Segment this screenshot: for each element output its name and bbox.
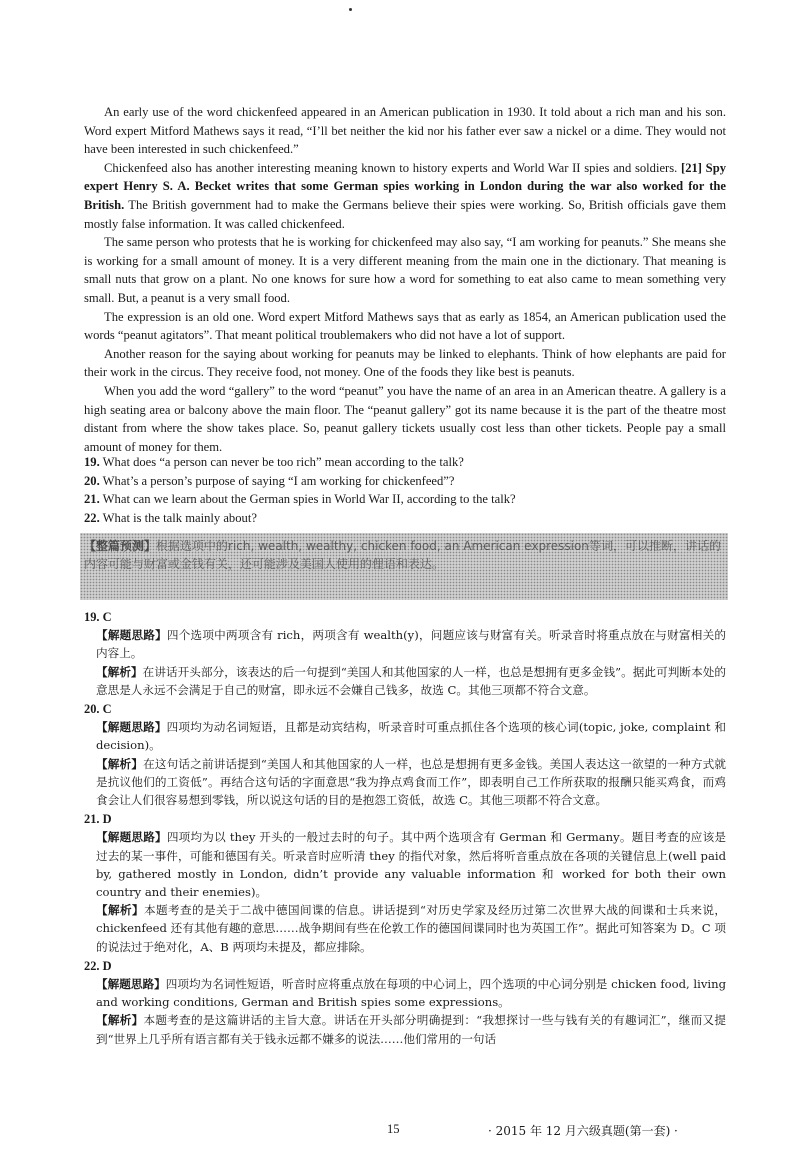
answer-text: 在这句话之前讲话提到“美国人和其他国家的人一样，也总是想拥有更多金钱。美国人表达这一欲望的一种方式就是抗议他们的工资低”。再结合这句话的字面意思“我为挣点鸡食而工作”，即表明自己工作所获取的报酬只能买鸡食，而鸡食会让人们很容易想到零钱，所以说这句话的目的是抱怨工资低，故选 C。其他三项都不符合文意。: [96, 756, 726, 808]
answer-text: 本题考查的是这篇讲话的主旨大意。讲话在开头部分明确提到：“我想探讨一些与钱有关的有趣词汇”，继而又提到“世界上几乎所有语言都有关于钱永远都不嫌多的说法……他们常用的一句话: [96, 1013, 726, 1046]
answer-section: [84, 700, 726, 809]
answer-tag: 【解题思路】: [96, 977, 166, 992]
overview-title: 【整篇预测】: [84, 539, 157, 553]
question-item: [84, 453, 726, 472]
answer-explanations: [84, 607, 726, 1048]
answer-tag: 【解题思路】: [96, 830, 167, 845]
question-item: [84, 509, 726, 528]
answer-section: [84, 608, 726, 699]
question-text: What’s a person’s purpose of saying “I am working for chickenfeed”?: [102, 473, 455, 488]
answer-tag: 【解题思路】: [96, 628, 167, 643]
answer-heading: 22. D: [84, 958, 112, 973]
answer-text: 在讲话开头部分，该表达的后一句提到“美国人和其他国家的人一样，也总是想拥有更多金钱”。据此可判断本处的意思是人永远不会满足于自己的财富，即永远不会嫌自己钱多，故选 C。其他三项都不符合文意。: [96, 664, 726, 697]
answer-paragraph: [96, 975, 726, 1011]
answer-paragraph: [96, 663, 726, 699]
question-item: [84, 490, 726, 509]
answer-body: [84, 626, 726, 699]
answer-paragraph: [96, 1011, 726, 1047]
overview-content: [84, 537, 724, 596]
answer-heading: 19. C: [84, 610, 112, 624]
question-number: 22.: [84, 510, 100, 525]
question-list: [84, 453, 726, 527]
question-item: [84, 472, 726, 491]
answer-text: 四项均为以 they 开头的一般过去时的句子。其中两个选项含有 German 和 Germany。题目考查的应该是过去的某一事件，可能和德国有关。听录音时应听清 they 的指代对象，然后将听音重点放在各项的关键信息上(well paid by, gathered mostly in London, didn’t provide any valuable information 和 worked for both their own country and their enemies)。: [96, 830, 726, 900]
question-number: 21.: [84, 492, 100, 507]
answer-body: [84, 718, 726, 809]
answer-text: 本题考查的是关于二战中德国间谍的信息。讲话提到“对历史学家及经历过第二次世界大战的间谍和士兵来说，chickenfeed 还有其他有趣的意思……战争期间有些在伦敦工作的德国间谍同时也为英国工作”。据此可知答案为 D。C 项的说法过于绝对化，A、B 两项均未提及，都应排除。: [96, 903, 726, 954]
question-marker: [21]: [681, 160, 702, 175]
paragraph-text: The British government had to make the Germans believe their spies were working. So, British officials gave them mostly false information. It was called chickenfeed.: [84, 197, 726, 231]
answer-section: [84, 957, 726, 1048]
passage-paragraph: Another reason for the saying about working for peanuts may be linked to elephants. Think of how elephants are paid for their work in the circus. They receive food, not money. One of the foods they like best is peanuts.: [84, 346, 726, 380]
passage-paragraph: The expression is an old one. Word expert Mitford Mathews says that as early as 1854, an American publication used the words “peanut agitators”. That meant political troublemakers who did not have a lot of support.: [84, 309, 726, 343]
answer-tag: 【解题思路】: [96, 720, 167, 735]
question-number: 19.: [84, 455, 100, 469]
answer-tag: 【解析】: [96, 756, 144, 771]
answer-section: [84, 810, 726, 956]
passage-text: [84, 103, 726, 456]
answer-paragraph: [96, 755, 726, 810]
passage-paragraph-with-key-sentence: [84, 159, 726, 233]
question-text: What is the talk mainly about?: [102, 510, 257, 525]
passage-paragraph: An early use of the word chickenfeed appeared in an American publication in 1930. It told about a rich man and his son. Word expert Mitford Mathews says it read, “I’ll bet neither the kid nor his father ever saw a nickel or a dime. They would not have been interested in such chickenfeed.”: [84, 105, 726, 157]
overview-box: [80, 533, 728, 600]
passage-paragraph: When you add the word “gallery” to the word “peanut” you have the name of an area in an American theatre. A gallery is a high seating area or balcony above the main floor. The “peanut gallery” got its name because it is the part of the theatre most distant from where the show takes place. So, peanut gallery tickets usually cost less than other tickets. People pay a small amount of money for them.: [84, 383, 726, 454]
running-title: · 2015 年 12 月六级真题(第一套) ·: [488, 1124, 678, 1138]
answer-tag: 【解析】: [96, 903, 145, 918]
answer-body: [84, 975, 726, 1048]
answer-paragraph: [96, 828, 726, 901]
question-text: What can we learn about the German spies in World War II, according to the talk?: [102, 492, 516, 507]
answer-tag: 【解析】: [96, 664, 143, 679]
answer-heading: 20. C: [84, 702, 112, 717]
answer-paragraph: [96, 901, 726, 956]
answer-paragraph: [96, 718, 726, 754]
answer-tag: 【解析】: [96, 1013, 144, 1028]
scan-dot: [349, 8, 352, 11]
paragraph-text: Chickenfeed also has another interesting meaning known to history experts and World War II spies and soldiers.: [104, 160, 681, 175]
passage-paragraph: The same person who protests that he is working for chickenfeed may also say, “I am working for peanuts.” She means she is working for a small amount of money. It is a very different meaning from the main one in the dictionary. That meaning is small nuts that grow on a plant. No one knows for sure how a word for something to eat also came to mean something very small. But, a peanut is a very small food.: [84, 235, 726, 305]
answer-body: [84, 828, 726, 955]
answer-text: 四项均为名词性短语，听音时应将重点放在每项的中心词上，四个选项的中心词分别是 chicken food, living and working conditions, German and British spies some expressions。: [96, 977, 726, 1010]
question-number: 20.: [84, 473, 100, 488]
answer-text: 四项均为动名词短语，且都是动宾结构，听录音时可重点抓住各个选项的核心词(topic, joke, complaint 和 decision)。: [96, 720, 726, 753]
question-text: What does “a person can never be too rich” mean according to the talk?: [102, 455, 464, 469]
answer-text: 四个选项中两项含有 rich，两项含有 wealth(y)，问题应该与财富有关。听录音时将重点放在与财富相关的内容上。: [96, 628, 726, 661]
overview-text: 根据选项中的rich, wealth, wealthy, chicken food, an American expression等词，可以推断，讲话的内容可能与财富或金钱有关，还可能涉及美国人使用的俚语和表达。: [84, 539, 721, 571]
key-sentence: Spy expert Henry S. A. Becket writes that some German spies working in London during the war also worked for the British.: [84, 160, 726, 212]
page-number: 15: [387, 1122, 400, 1136]
answer-paragraph: [96, 626, 726, 662]
answer-heading: 21. D: [84, 812, 112, 827]
